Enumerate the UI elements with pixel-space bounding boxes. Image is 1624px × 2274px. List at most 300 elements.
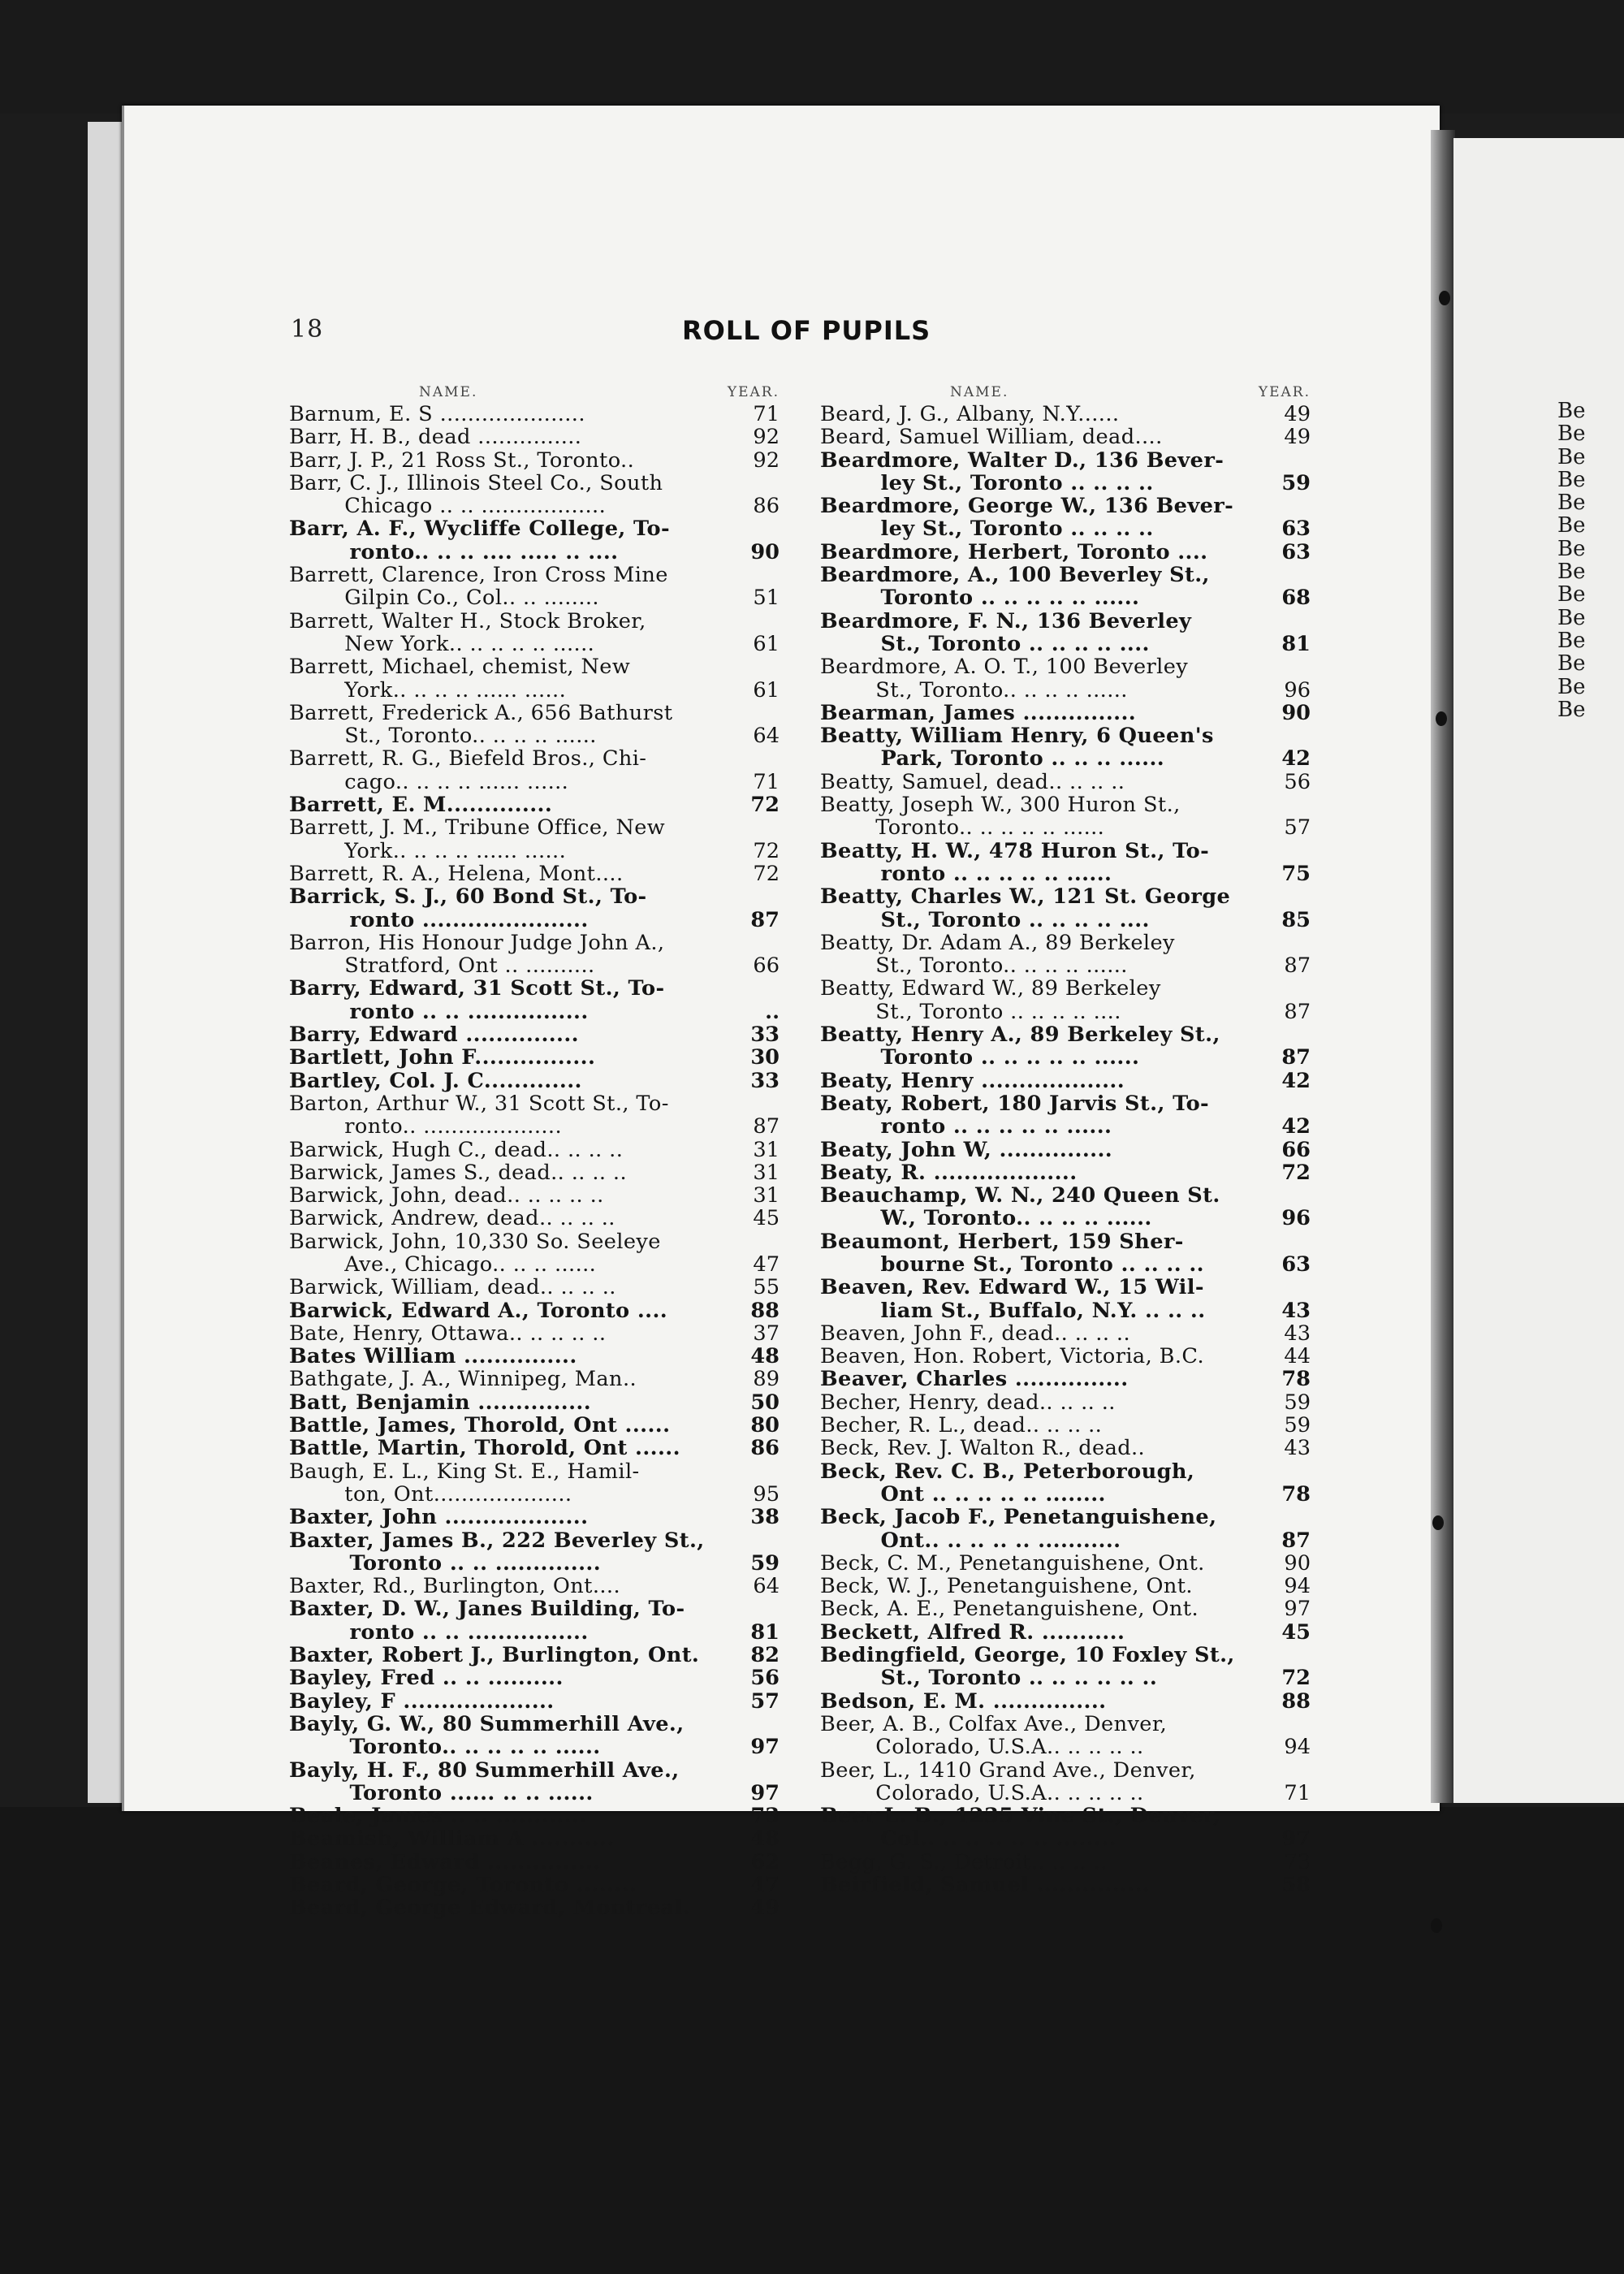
facing-page-fragment: Be — [1557, 674, 1586, 699]
entry-name: Beck, C. M., Penetanguishene, Ont. — [820, 1551, 1205, 1576]
facing-page-fragment: Be — [1557, 513, 1586, 538]
roll-entry — [820, 1437, 1311, 1459]
roll-entry — [820, 1276, 1311, 1322]
entry-year: 68 — [1281, 586, 1311, 611]
roll-entry — [820, 1092, 1311, 1139]
entry-name: Barr, C. J., Illinois Steel Co., South Chicago .. .. .................. — [289, 471, 663, 518]
roll-entry — [289, 1345, 780, 1368]
entry-name: Beck, Rev. J. Walton R., dead.. — [820, 1437, 1146, 1460]
roll-entry — [820, 977, 1311, 1023]
entry-name: Beck, A. E., Penetanguishene, Ont. — [820, 1597, 1199, 1621]
roll-entry — [289, 1230, 780, 1277]
entry-year: 42 — [1281, 1068, 1311, 1093]
entry-name: Barron, His Honour Judge John A., Stratford, Ont .. .......... — [289, 931, 665, 978]
roll-entry — [289, 1070, 780, 1092]
entry-year: 59 — [750, 1550, 780, 1576]
roll-entry — [289, 1276, 780, 1299]
entry-year: 49 — [1284, 402, 1311, 426]
facing-page-fragment: Be — [1557, 605, 1586, 630]
roll-entry — [289, 885, 780, 932]
entry-name: Baxter, Rd., Burlington, Ont.... — [289, 1575, 620, 1598]
entry-year: 30 — [750, 1045, 780, 1070]
entry-name: Beaty, Robert, 180 Jarvis St., To- ronto .. .. .. .. .. ...... — [820, 1092, 1210, 1139]
column-header — [820, 382, 1311, 403]
entry-year: 96 — [1281, 1206, 1311, 1231]
roll-entry — [289, 1713, 780, 1759]
entry-year: 31 — [753, 1137, 780, 1162]
entry-name: Barrett, E. M.............. — [289, 793, 553, 817]
entry-name: Beanes, Edward ............... — [289, 1850, 601, 1874]
roll-entry — [289, 1759, 780, 1805]
entry-year: 75 — [1281, 861, 1311, 886]
roll-entry — [820, 1368, 1311, 1390]
entry-name: Becher, R. L., dead.. .. .. .. — [820, 1414, 1103, 1437]
roll-entry — [820, 1851, 1311, 1874]
entry-name: Bearman, James ............... — [820, 701, 1137, 725]
entry-year: 49 — [750, 1896, 780, 1921]
entry-name: Beaty, R. ................... — [820, 1161, 1078, 1185]
entry-year: 42 — [1281, 1114, 1311, 1139]
entry-year: 57 — [1284, 815, 1311, 841]
entry-name: Beatty, William Henry, 6 Queen's Park, Toronto .. .. .. ...... — [820, 724, 1214, 771]
entry-name: Bedingfield, George, 10 Foxley St., St., Toronto .. .. .. .. .. .. — [820, 1644, 1235, 1690]
entry-year: 56 — [750, 1666, 780, 1691]
entry-name: Begg, G. S., Detroit.. .. .. .. — [820, 1850, 1108, 1874]
entry-name: Bayley, Fred .. .. .......... — [289, 1667, 564, 1690]
roll-entry — [289, 1437, 780, 1459]
entry-name: Beckett, Alfred R. ........... — [820, 1620, 1125, 1645]
roll-entry — [820, 1690, 1311, 1713]
facing-page-fragment: Be — [1557, 422, 1586, 447]
roll-entry — [820, 1713, 1311, 1759]
entry-year: 48 — [750, 1827, 780, 1852]
entry-year: 87 — [753, 1114, 780, 1139]
entry-year: 95 — [753, 1481, 780, 1507]
roll-entry — [289, 1023, 780, 1046]
entry-name: Bate, Henry, Ottawa.. .. .. .. .. — [289, 1321, 607, 1346]
facing-page-fragment: Be — [1557, 582, 1586, 607]
entry-year: 81 — [750, 1619, 780, 1645]
entry-year: 63 — [1281, 517, 1311, 542]
entry-year: 71 — [1284, 1780, 1311, 1805]
entry-year: 45 — [753, 1206, 780, 1231]
entry-name: Barwick, Hugh C., dead.. .. .. .. — [289, 1138, 624, 1161]
roll-entry — [289, 1184, 780, 1207]
entry-year: 89 — [753, 1367, 780, 1392]
entry-name: Beaven, John F., dead.. .. .. .. — [820, 1321, 1130, 1346]
entry-year: 50 — [750, 1390, 780, 1415]
entry-name: Barwick, John, 10,330 So. Seeleye Ave., Chicago.. .. .. ...... — [289, 1230, 661, 1277]
entry-name: Bayley, F .................... — [289, 1689, 555, 1713]
roll-entry — [820, 1552, 1311, 1575]
entry-name: Beaty, John W, ............... — [820, 1138, 1113, 1161]
entry-year: 94 — [1284, 1574, 1311, 1599]
entry-year: 43 — [1284, 1321, 1311, 1346]
roll-entry — [820, 1414, 1311, 1437]
dark-background-bottom — [0, 1804, 1624, 2274]
roll-entry — [820, 793, 1311, 840]
entry-name: Barrett, Clarence, Iron Cross Mine Gilpin Co., Col.. .. ........ — [289, 564, 668, 610]
entry-year: 66 — [1281, 1137, 1311, 1162]
roll-entry — [289, 449, 780, 472]
entry-year: 80 — [750, 1413, 780, 1438]
roll-entry — [820, 449, 1311, 495]
roll-entry — [820, 564, 1311, 610]
roll-entry — [820, 1345, 1311, 1368]
entry-name: Bathgate, J. A., Winnipeg, Man.. — [289, 1368, 637, 1391]
facing-page-fragment: Be — [1557, 560, 1586, 585]
entry-name: Beard, George, Toronto ........ — [289, 1874, 637, 1897]
entry-year: 87 — [1284, 953, 1311, 979]
roll-entry — [289, 932, 780, 978]
entry-name: Barrett, Walter H., Stock Broker, New York.. .. .. .. .. ...... — [289, 609, 646, 656]
entry-year: 71 — [753, 402, 780, 426]
entry-year: 56 — [1284, 769, 1311, 794]
roll-entry — [820, 1391, 1311, 1414]
entry-name: Barr, H. B., dead ............... — [289, 426, 582, 449]
column-header — [289, 382, 780, 403]
entry-year: 92 — [753, 425, 780, 450]
entry-year: 59 — [1284, 1390, 1311, 1415]
roll-entry — [289, 1322, 780, 1345]
roll-entry — [289, 1896, 780, 1919]
entry-year: 59 — [1284, 1413, 1311, 1438]
roll-entry — [289, 1391, 780, 1414]
binding-stitch — [1432, 1515, 1444, 1530]
entry-name: Barrick, S. J., 60 Bond St., To- ronto ...................... — [289, 885, 647, 932]
entry-year: 44 — [1284, 1344, 1311, 1369]
roll-entry — [289, 816, 780, 862]
entry-year: 97 — [750, 1735, 780, 1760]
entry-year: 66 — [753, 953, 780, 979]
roll-entry — [289, 1414, 780, 1437]
entry-year: 92 — [753, 447, 780, 473]
entry-name: Beard, J. G., Albany, N.Y...... — [820, 403, 1120, 426]
entry-name: Baugh, E. L., King St. E., Hamil- ton, Ont.................... — [289, 1459, 640, 1507]
roll-entry — [820, 771, 1311, 793]
roll-entry — [289, 1368, 780, 1390]
roll-entry — [820, 495, 1311, 541]
entry-year: 72 — [1281, 1666, 1311, 1691]
entry-year: 58 — [1281, 1873, 1311, 1897]
roll-entry — [289, 1805, 780, 1827]
entry-name: Baxter, Robert J., Burlington, Ont. — [289, 1644, 700, 1667]
entry-name: Bartley, Col. J. C............. — [289, 1069, 582, 1092]
entry-name: Barry, Edward, 31 Scott St., To- ronto .. .. ................ — [289, 977, 665, 1024]
roll-entry — [289, 564, 780, 610]
entry-year: 61 — [753, 677, 780, 703]
roll-entry — [820, 1230, 1311, 1277]
roll-entry — [820, 403, 1311, 426]
roll-entry — [289, 517, 780, 564]
roll-entry — [289, 1644, 780, 1667]
roll-entry — [289, 1597, 780, 1644]
entry-name: Barry, Edward ............... — [289, 1023, 579, 1047]
entry-year: 62 — [750, 1849, 780, 1874]
roll-entry — [289, 977, 780, 1023]
entry-name: Baxter, John ................... — [289, 1506, 589, 1529]
facing-page-fragment: Be — [1557, 399, 1586, 423]
roll-entry — [820, 724, 1311, 771]
roll-entry — [289, 1092, 780, 1139]
entry-name: Beardmore, F. N., 136 Beverley St., Toronto .. .. .. .. .... — [820, 609, 1192, 656]
roll-column-right — [820, 382, 1311, 1896]
roll-entry — [289, 1851, 780, 1874]
name-header: NAME. — [419, 384, 478, 400]
facing-page-text — [1557, 400, 1586, 721]
entry-list — [289, 403, 780, 1920]
entry-year: 47 — [750, 1873, 780, 1897]
entry-name: Beatty, Henry A., 89 Berkeley St., Toronto .. .. .. .. .. ...... — [820, 1023, 1220, 1070]
entry-name: Beaty, Henry ................... — [820, 1069, 1125, 1092]
entry-name: Becher, Henry, dead.. .. .. .. — [820, 1390, 1116, 1415]
roll-column-left — [289, 382, 780, 1920]
entry-year: 42 — [1281, 746, 1311, 772]
facing-page-fragment: Be — [1557, 651, 1586, 677]
entry-year: 45 — [1281, 1619, 1311, 1645]
roll-entry — [289, 1690, 780, 1713]
entry-year: 64 — [753, 1574, 780, 1599]
entry-name: Beirfield, Samuel ............... — [820, 1874, 1151, 1897]
entry-name: Barwick, John, dead.. .. .. .. .. — [289, 1184, 604, 1208]
entry-year: 51 — [753, 586, 780, 611]
roll-entry — [289, 1046, 780, 1069]
roll-entry — [289, 1460, 780, 1507]
entry-year: .. — [765, 999, 780, 1024]
entry-name: Battle, James, Thorold, Ont ...... — [289, 1414, 671, 1437]
entry-name: Beer L. B., 1235 Vine St., Denver, Col.. .. .. .. .. .. ........ — [820, 1805, 1221, 1851]
entry-year: 43 — [1281, 1298, 1311, 1323]
entry-year: 38 — [750, 1505, 780, 1530]
entry-name: Barrett, R. G., Biefeld Bros., Chi- cago.. .. .. .. ...... ...... — [289, 747, 647, 794]
entry-name: Barton, Arthur W., 31 Scott St., To- ronto.. .................... — [289, 1092, 669, 1139]
entry-year: 88 — [1281, 1688, 1311, 1714]
entry-name: Beard, Samuel William, dead.... — [820, 426, 1163, 449]
page-title: ROLL OF PUPILS — [682, 315, 931, 346]
roll-entry — [289, 1874, 780, 1896]
entry-name: Bedson, E. M. ............... — [820, 1689, 1107, 1713]
entry-name: Beard, George Edward, Montreal. — [289, 1896, 690, 1920]
entry-name: Barwick, Andrew, dead.. .. .. .. — [289, 1207, 615, 1230]
roll-entry — [289, 1506, 780, 1528]
facing-page — [1453, 138, 1624, 1803]
roll-entry — [820, 1759, 1311, 1805]
entry-name: Beck, W. J., Penetanguishene, Ont. — [820, 1575, 1193, 1598]
roll-entry — [289, 1667, 780, 1689]
entry-name: Barrett, Michael, chemist, New York.. .. .. .. ...... ...... — [289, 655, 631, 702]
roll-entry — [289, 747, 780, 793]
entry-year: 72 — [753, 861, 780, 886]
roll-entry — [820, 541, 1311, 564]
roll-entry — [289, 403, 780, 426]
roll-entry — [820, 1597, 1311, 1620]
entry-name: Beaven, Hon. Robert, Victoria, B.C. — [820, 1345, 1204, 1368]
roll-entry — [820, 1460, 1311, 1507]
entry-year: 90 — [750, 539, 780, 564]
entry-name: Beaven, Rev. Edward W., 15 Wil- liam St., Buffalo, N.Y. .. .. .. — [820, 1276, 1206, 1322]
entry-name: Beardmore, Herbert, Toronto .... — [820, 540, 1208, 564]
roll-entry — [289, 862, 780, 885]
entry-name: Baxter, D. W., Janes Building, To- ronto .. .. ................ — [289, 1597, 685, 1645]
roll-entry — [820, 1322, 1311, 1345]
roll-entry — [289, 1529, 780, 1576]
roll-entry — [820, 1644, 1311, 1690]
entry-name: Beatty, Charles W., 121 St. George St., Toronto .. .. .. .. .... — [820, 885, 1231, 932]
entry-name: Barwick, Edward A., Toronto .... — [289, 1299, 668, 1322]
roll-entry — [820, 1506, 1311, 1552]
entry-year: 90 — [1284, 1550, 1311, 1576]
entry-name: Beatty, Edward W., 89 Berkeley St., Toronto .. .. .. .. .... — [820, 977, 1161, 1024]
roll-entry — [289, 426, 780, 448]
entry-year: 49 — [1284, 425, 1311, 450]
entry-name: Beatty, Joseph W., 300 Huron St., Toronto.. .. .. .. .. ...... — [820, 793, 1181, 840]
entry-year: 87 — [1281, 1045, 1311, 1070]
entry-year: 63 — [1281, 539, 1311, 564]
entry-name: Beardmore, George W., 136 Bever- ley St., Toronto .. .. .. .. — [820, 495, 1234, 541]
entry-year: 85 — [1281, 907, 1311, 932]
entry-year: 86 — [753, 494, 780, 519]
roll-entry — [820, 1139, 1311, 1161]
entry-name: Barrett, R. A., Helena, Mont.... — [289, 862, 624, 886]
roll-entry — [289, 1207, 780, 1230]
page-number: 18 — [291, 315, 324, 344]
roll-entry — [289, 793, 780, 816]
entry-name: Beer, A. B., Colfax Ave., Denver, Colorado, U.S.A.. .. .. .. .. — [820, 1712, 1168, 1759]
roll-entry — [820, 885, 1311, 932]
entry-year: 43 — [1284, 1436, 1311, 1461]
roll-entry — [820, 1184, 1311, 1230]
roll-entry — [289, 1575, 780, 1597]
entry-name: Barrett, J. M., Tribune Office, New York.. .. .. .. ...... ...... — [289, 816, 666, 862]
entry-year: 97 — [1281, 1827, 1311, 1852]
roll-entry — [820, 426, 1311, 448]
roll-entry — [820, 610, 1311, 656]
roll-entry — [289, 610, 780, 656]
entry-year: 87 — [1284, 999, 1311, 1024]
entry-name: Beardmore, A. O. T., 100 Beverley St., Toronto.. .. .. .. ...... — [820, 655, 1189, 702]
entry-year: 64 — [753, 724, 780, 749]
entry-name: Beatty, H. W., 478 Huron St., To- ronto .. .. .. .. .. ...... — [820, 839, 1210, 886]
entry-year: 55 — [753, 1275, 780, 1300]
roll-entry — [820, 1070, 1311, 1092]
binding-stitch — [1439, 291, 1450, 305]
roll-entry — [289, 655, 780, 702]
entry-name: Beauchamp, W. N., 240 Queen St. W., Toronto.. .. .. .. ...... — [820, 1184, 1220, 1230]
roll-entry — [820, 932, 1311, 978]
entry-year: 81 — [1281, 631, 1311, 656]
entry-name: Barnum, E. S ..................... — [289, 403, 585, 426]
entry-name: Beamish, William A ........... — [289, 1827, 615, 1851]
entry-year: 63 — [1281, 1252, 1311, 1277]
entry-year: 73 — [750, 1804, 780, 1829]
entry-year: 72 — [1281, 1160, 1311, 1185]
entry-name: Beaver, Charles ............... — [820, 1368, 1129, 1391]
roll-entry — [820, 840, 1311, 886]
entry-name: Barwick, William, dead.. .. .. .. — [289, 1276, 616, 1299]
entry-name: Barrett, Frederick A., 656 Bathurst St., Toronto.. .. .. .. ...... — [289, 701, 673, 748]
facing-page-fragment: Be — [1557, 444, 1586, 469]
entry-year: 72 — [753, 838, 780, 863]
binding-stitch — [1436, 711, 1447, 726]
entry-year: 87 — [750, 907, 780, 932]
facing-page-fragment: Be — [1557, 467, 1586, 492]
entry-name: Beatty, Dr. Adam A., 89 Berkeley St., Toronto.. .. .. .. ...... — [820, 931, 1175, 978]
entry-list — [820, 403, 1311, 1896]
roll-entry — [820, 1575, 1311, 1597]
entry-year: 37 — [753, 1321, 780, 1346]
facing-page-fragment: Be — [1557, 491, 1586, 516]
entry-year: 48 — [750, 1344, 780, 1369]
entry-name: Beatty, Samuel, dead.. .. .. .. — [820, 770, 1125, 794]
entry-name: Beardmore, Walter D., 136 Bever- ley St., Toronto .. .. .. .. — [820, 448, 1224, 495]
entry-year: 94 — [1284, 1735, 1311, 1760]
roll-entry — [289, 1161, 780, 1184]
entry-name: Batt, Benjamin ............... — [289, 1390, 592, 1415]
entry-name: Barr, A. F., Wycliffe College, To- ronto.. .. .. .... ..... .. .... — [289, 517, 671, 564]
entry-name: Bartlett, John F................ — [289, 1046, 596, 1070]
entry-name: Beck, Jacob F., Penetanguishene, Ont.. .. .. .. .. ........... — [820, 1506, 1217, 1552]
roll-entry — [820, 1805, 1311, 1851]
roll-entry — [289, 702, 780, 748]
entry-year: 78 — [1281, 1481, 1311, 1507]
dark-background — [0, 0, 1624, 114]
entry-name: Beck, Rev. C. B., Peterborough, Ont .. .. .. .. .. ........ — [820, 1459, 1195, 1507]
roll-entry — [289, 472, 780, 518]
entry-year: 97 — [750, 1780, 780, 1805]
entry-year: 88 — [750, 1298, 780, 1323]
entry-name: Baxter, James B., 222 Beverley St., Toronto .. .. .............. — [289, 1528, 705, 1576]
entry-year: 96 — [1284, 677, 1311, 703]
roll-entry — [820, 702, 1311, 724]
entry-year: 61 — [753, 631, 780, 656]
roll-entry — [289, 1827, 780, 1850]
entry-name: Bates William ............... — [289, 1345, 577, 1368]
roll-entry — [820, 1621, 1311, 1644]
entry-name: Beale, James .. .. ............ — [289, 1805, 587, 1828]
entry-year: 82 — [750, 1643, 780, 1668]
facing-page-fragment: Be — [1557, 628, 1586, 653]
entry-name: Beaumont, Herbert, 159 Sher- bourne St., Toronto .. .. .. .. — [820, 1230, 1204, 1277]
entry-year: 33 — [750, 1022, 780, 1048]
entry-year: 71 — [753, 769, 780, 794]
roll-entry — [289, 1139, 780, 1161]
entry-year: 78 — [1281, 1367, 1311, 1392]
entry-year: 31 — [753, 1183, 780, 1208]
facing-page-fragment: Be — [1557, 536, 1586, 561]
entry-year: 72 — [750, 793, 780, 818]
year-header: YEAR. — [727, 384, 780, 400]
entry-year: 47 — [753, 1252, 780, 1277]
roll-entry — [820, 1023, 1311, 1070]
entry-year: 87 — [1281, 1528, 1311, 1553]
entry-name: Beardmore, A., 100 Beverley St., Toronto .. .. .. .. .. ...... — [820, 564, 1210, 610]
roll-entry — [289, 1299, 780, 1322]
entry-name: Beer, L., 1410 Grand Ave., Denver, Colorado, U.S.A.. .. .. .. .. — [820, 1758, 1196, 1805]
entry-name: Bayly, G. W., 80 Summerhill Ave., Toronto.. .. .. .. .. ...... — [289, 1712, 685, 1759]
entry-year: 33 — [750, 1068, 780, 1093]
entry-year: 59 — [1281, 470, 1311, 495]
book-gutter — [1431, 130, 1455, 1803]
roll-entry — [820, 655, 1311, 702]
entry-year: 97 — [1284, 1597, 1311, 1622]
roll-entry — [820, 1874, 1311, 1896]
year-header: YEAR. — [1258, 384, 1311, 400]
entry-year: 90 — [1281, 700, 1311, 725]
entry-year: 31 — [753, 1160, 780, 1185]
roll-entry — [820, 1161, 1311, 1184]
entry-name: Barwick, James S., dead.. .. .. .. — [289, 1161, 628, 1185]
entry-year: 73 — [1284, 1849, 1311, 1874]
